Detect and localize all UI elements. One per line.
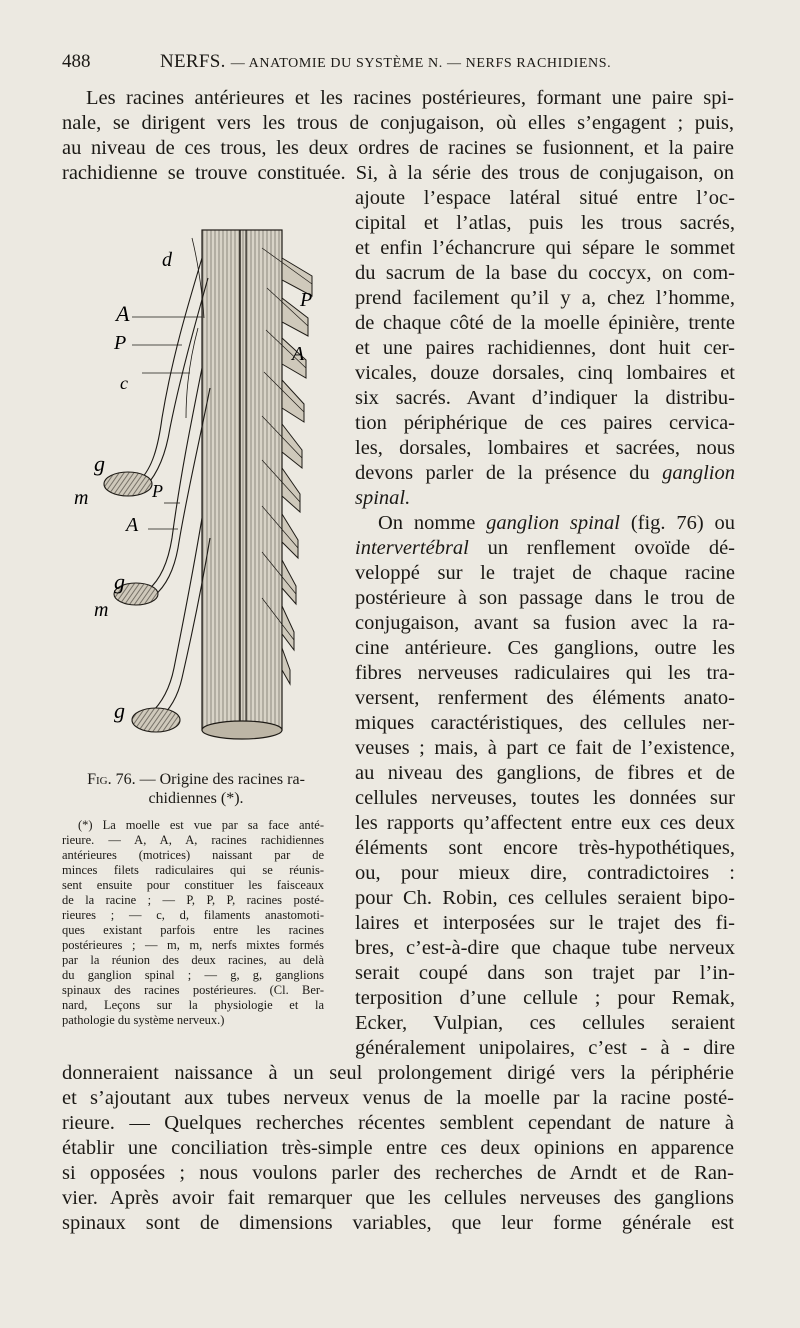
text-line: versent, renferment des éléments anato- [355, 687, 735, 709]
text-line: éléments sont encore très-hypothétiques, [355, 837, 735, 859]
caption-line: pathologie du système nerveux.) [62, 1013, 225, 1027]
label-A-right: A [292, 343, 305, 365]
running-title-main: NERFS. [160, 51, 226, 72]
text-line: cipital et l’atlas, puis les trous sacrés, [355, 212, 735, 234]
caption-line: par la réunion des deux racines, au delà [62, 953, 324, 967]
text-line: vicales, douze dorsales, cinq lombaires et [355, 362, 735, 384]
text-line: prend facilement qu’il y a, chez l’homme, [355, 287, 735, 309]
caption-line: de la racine ; — P, P, P, racines posté- [62, 893, 324, 907]
text-line: miques caractéristiques, des cellules ner- [355, 712, 735, 734]
text-line: établir une conciliation très-simple entre ces deux opinions en apparence [62, 1137, 734, 1159]
text-line: généralement unipolaires, c’est - à - dire [355, 1037, 735, 1059]
text-line: au niveau de ces trous, les deux ordres de racines se fusionnent, et la paire [62, 137, 734, 159]
text-line: Les racines antérieures et les racines postérieures, formant une paire spi- [86, 87, 734, 109]
running-title-sub: — ANATOMIE DU SYSTÈME N. — NERFS RACHIDIENS. [230, 56, 612, 71]
figure-number: Fig. 76. [87, 771, 136, 788]
text-line: postérieure à son passage dans le trou de [355, 587, 735, 609]
text-fragment: On nomme [378, 512, 476, 534]
text-line: donneraient naissance à un seul prolongement dirigé vers la périphérie [62, 1062, 734, 1084]
label-A-1: A [116, 301, 130, 326]
text-line: nale, se dirigent vers les trous de conjugaison, où elles s’engagent ; puis, [62, 112, 734, 134]
caption-line: antérieures (motrices) naissant par de [62, 848, 324, 862]
text-line: vier. Après avoir fait remarquer que les cellules nerveuses des ganglions [62, 1187, 734, 1209]
running-title [160, 50, 611, 76]
text-line: au niveau des ganglions, de fibres et de [355, 762, 735, 784]
label-c: c [120, 373, 128, 393]
text-line: pour Ch. Robin, ces cellules seraient bipo- [355, 887, 735, 909]
text-line: spinaux sont de dimensions variables, que leur forme générale est [62, 1212, 734, 1234]
spinal-cord [202, 230, 282, 739]
ganglion-1 [104, 472, 152, 496]
running-head [62, 50, 742, 74]
caption-line: minces filets radiculaires qui se réunis- [62, 863, 324, 877]
figure-76 [62, 218, 342, 760]
label-A-2: A [126, 514, 139, 536]
ganglion-3 [132, 708, 180, 732]
caption-line: rieure. — A, A, A, racines rachidiennes [62, 833, 324, 847]
text-line: de chaque côté de la moelle épinière, trente [355, 312, 735, 334]
text-line: veloppé sur le trajet de chaque racine [355, 562, 735, 584]
caption-line: (*) La moelle est vue par sa face anté- [78, 818, 324, 832]
text-line: tion périphérique de ces paires cervica- [355, 412, 735, 434]
text-line [355, 461, 735, 486]
caption-line: postérieures ; — m, m, nerfs mixtes formés [62, 938, 324, 952]
caption-line: sent ensuite pour constituer les faisceaux [62, 878, 324, 892]
label-g-3: g [114, 698, 125, 723]
text-line: conjugaison, avant sa fusion avec la ra- [355, 612, 735, 634]
text-line: rieure. — Quelques recherches récentes semblent cependant de nature à [62, 1112, 734, 1134]
text-line: ajoute l’espace latéral situé entre l’oc- [355, 187, 735, 209]
label-g-1: g [94, 451, 105, 476]
caption-line: spinaux des racines postérieures. (Cl. Ber- [62, 983, 324, 997]
text-fragment-italic: spinal. [355, 487, 411, 509]
text-line: cine antérieure. Ces ganglions, outre les [355, 637, 735, 659]
label-P-1: P [114, 332, 127, 354]
label-P-2: P [152, 481, 163, 501]
text-line: et enfin l’échancrure qui sépare le sommet [355, 237, 735, 259]
text-line: laires et interposées sur le trajet des fi- [355, 912, 735, 934]
text-line: bres, c’est-à-dire que chaque tube nerveux [355, 937, 735, 959]
text-line [355, 486, 735, 511]
figure-title: — Origine des racines ra- chidiennes (*). [139, 771, 305, 807]
text-line: cellules nerveuses, toutes les données sur [355, 787, 735, 809]
right-roots [282, 258, 312, 684]
label-P-right: P [300, 289, 313, 311]
figure-caption-title [62, 770, 330, 808]
text-line: du sacrum de la base du coccyx, on com- [355, 262, 735, 284]
text-line: et une paires rachidiennes, dont huit cer- [355, 337, 735, 359]
label-g-2: g [114, 569, 125, 594]
text-line: six sacrés. Avant d’indiquer la distribu- [355, 387, 735, 409]
page-number: 488 [62, 51, 91, 72]
text-fragment: (fig. 76) ou [630, 512, 735, 534]
label-m-1: m [74, 487, 89, 509]
text-line: et s’ajoutant aux tubes nerveux venus de la moelle par la racine posté- [62, 1087, 734, 1109]
text-fragment: un renflement ovoïde dé- [487, 537, 735, 559]
text-line: les, dorsales, lombaires et sacrées, nous [355, 437, 735, 459]
text-line: Ecker, Vulpian, ces cellules seraient [355, 1012, 735, 1034]
text-line: rachidienne se trouve constituée. Si, à la série des trous de conjugaison, on [62, 162, 734, 184]
text-line [378, 511, 735, 536]
text-line: fibres nerveuses radiculaires qui les tra- [355, 662, 735, 684]
text-fragment-italic: intervertébral [355, 537, 469, 559]
label-d: d [162, 249, 172, 271]
text-line: serait coupé dans son trajet par l’in- [355, 962, 735, 984]
caption-line: du ganglion spinal ; — g, g, ganglions [62, 968, 324, 982]
caption-line: rieures ; — c, d, filaments anastomoti- [62, 908, 324, 922]
text-fragment: devons parler de la présence du [355, 462, 650, 484]
text-line: ou, pour mieux dire, contradictoires : [355, 862, 735, 884]
caption-line: ques existant parfois entre les racines [62, 923, 324, 937]
text-line: terposition d’une cellule ; pour Remak, [355, 987, 735, 1009]
text-fragment-italic: ganglion [662, 462, 736, 484]
text-line: si opposées ; nous voulons parler des recherches de Arndt et de Ran- [62, 1162, 734, 1184]
caption-line: nard, Leçons sur la physiologie et la [62, 998, 324, 1012]
text-line [355, 536, 735, 561]
text-line: les rapports qu’affectent entre eux ces deux [355, 812, 735, 834]
label-m-2: m [94, 599, 109, 621]
text-line: veuses ; mais, à part ce fait de l’existence, [355, 737, 735, 759]
text-fragment-italic: ganglion spinal [486, 512, 620, 534]
spinal-cord-illustration [62, 218, 342, 760]
